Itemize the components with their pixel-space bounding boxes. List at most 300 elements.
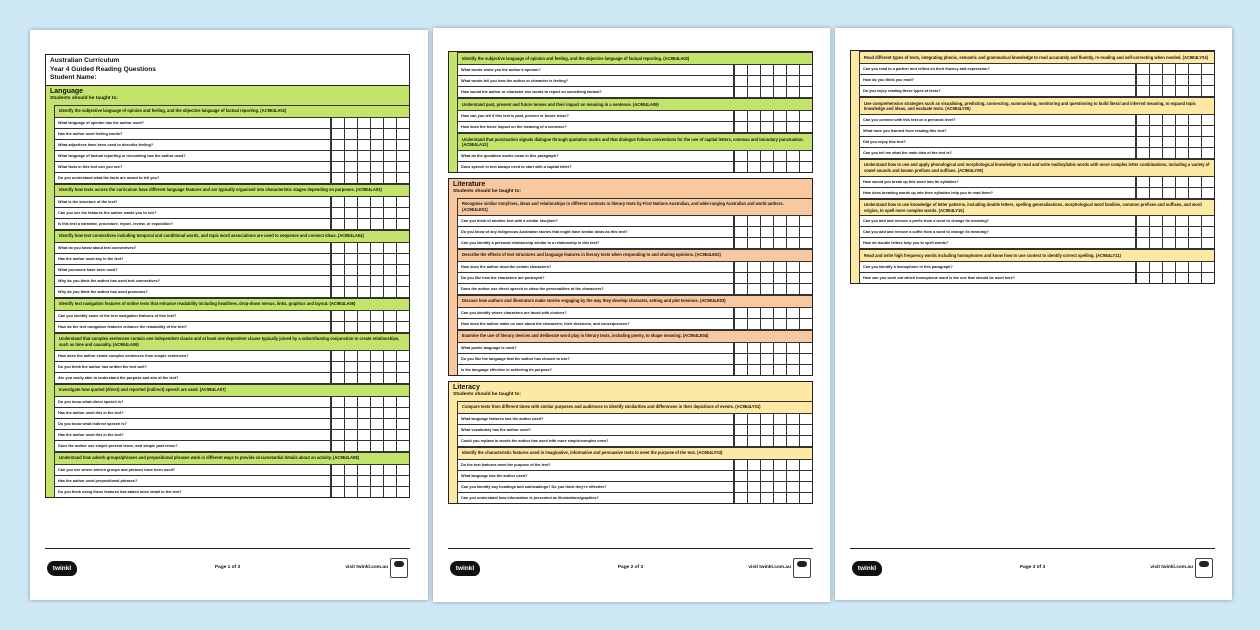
checkbox-cell[interactable]: [747, 319, 760, 329]
checkbox-cell[interactable]: [1149, 148, 1162, 158]
visit-link[interactable]: visit twinkl.com.au: [748, 565, 791, 570]
checkbox-cell[interactable]: [734, 262, 747, 272]
checkbox-cell[interactable]: [1201, 115, 1214, 125]
checkbox-cell[interactable]: [799, 460, 812, 470]
checkbox-cell[interactable]: [747, 493, 760, 503]
checkbox-cell[interactable]: [734, 460, 747, 470]
checkbox-cell[interactable]: [1188, 86, 1201, 96]
checkbox-cell[interactable]: [396, 430, 409, 440]
checkbox-cell[interactable]: [1136, 148, 1149, 158]
checkbox-cell[interactable]: [396, 362, 409, 372]
checkbox-cell[interactable]: [760, 354, 773, 364]
checkbox-cell[interactable]: [344, 441, 357, 451]
checkbox-cell[interactable]: [331, 219, 344, 229]
checkbox-cell[interactable]: [799, 482, 812, 492]
twinkl-logo[interactable]: twinkl: [47, 561, 77, 576]
checkbox-cell[interactable]: [1188, 115, 1201, 125]
checkbox-cell[interactable]: [747, 308, 760, 318]
checkbox-cell[interactable]: [760, 76, 773, 86]
checkbox-cell[interactable]: [357, 219, 370, 229]
checkbox-cell[interactable]: [786, 436, 799, 446]
checkbox-cell[interactable]: [747, 238, 760, 248]
checkbox-cell[interactable]: [1149, 177, 1162, 187]
checkbox-cell[interactable]: [1188, 137, 1201, 147]
checkbox-cell[interactable]: [1201, 177, 1214, 187]
checkbox-cell[interactable]: [747, 471, 760, 481]
checkbox-cell[interactable]: [1201, 137, 1214, 147]
checkbox-cell[interactable]: [1136, 177, 1149, 187]
checkbox-cell[interactable]: [760, 162, 773, 172]
checkbox-cell[interactable]: [331, 243, 344, 253]
checkbox-cell[interactable]: [1201, 75, 1214, 85]
checkbox-cell[interactable]: [383, 476, 396, 486]
checkbox-cell[interactable]: [344, 254, 357, 264]
checkbox-cell[interactable]: [1162, 86, 1175, 96]
checkbox-cell[interactable]: [760, 238, 773, 248]
checkbox-cell[interactable]: [1149, 262, 1162, 272]
checkbox-cell[interactable]: [383, 162, 396, 172]
checkbox-cell[interactable]: [760, 436, 773, 446]
checkbox-cell[interactable]: [370, 254, 383, 264]
checkbox-cell[interactable]: [1136, 115, 1149, 125]
checkbox-cell[interactable]: [370, 476, 383, 486]
checkbox-cell[interactable]: [786, 493, 799, 503]
checkbox-cell[interactable]: [357, 487, 370, 497]
checkbox-cell[interactable]: [383, 408, 396, 418]
checkbox-cell[interactable]: [331, 173, 344, 183]
checkbox-cell[interactable]: [370, 162, 383, 172]
checkbox-cell[interactable]: [331, 197, 344, 207]
checkbox-cell[interactable]: [357, 140, 370, 150]
checkbox-cell[interactable]: [760, 365, 773, 375]
checkbox-cell[interactable]: [773, 122, 786, 132]
checkbox-cell[interactable]: [396, 322, 409, 332]
checkbox-cell[interactable]: [799, 354, 812, 364]
checkbox-cell[interactable]: [1162, 126, 1175, 136]
checkbox-cell[interactable]: [786, 425, 799, 435]
checkbox-cell[interactable]: [331, 276, 344, 286]
checkbox-cell[interactable]: [786, 122, 799, 132]
checkbox-cell[interactable]: [396, 151, 409, 161]
checkbox-cell[interactable]: [370, 430, 383, 440]
checkbox-cell[interactable]: [799, 65, 812, 75]
checkbox-cell[interactable]: [357, 254, 370, 264]
checkbox-cell[interactable]: [773, 343, 786, 353]
checkbox-cell[interactable]: [1175, 216, 1188, 226]
checkbox-cell[interactable]: [370, 208, 383, 218]
checkbox-cell[interactable]: [357, 276, 370, 286]
checkbox-cell[interactable]: [773, 436, 786, 446]
checkbox-cell[interactable]: [1149, 216, 1162, 226]
checkbox-cell[interactable]: [747, 273, 760, 283]
checkbox-cell[interactable]: [357, 419, 370, 429]
checkbox-cell[interactable]: [370, 151, 383, 161]
checkbox-cell[interactable]: [396, 373, 409, 383]
checkbox-cell[interactable]: [383, 129, 396, 139]
checkbox-cell[interactable]: [1162, 273, 1175, 283]
checkbox-cell[interactable]: [344, 173, 357, 183]
twinkl-logo[interactable]: twinkl: [450, 561, 480, 576]
checkbox-cell[interactable]: [734, 482, 747, 492]
checkbox-cell[interactable]: [1188, 177, 1201, 187]
checkbox-cell[interactable]: [760, 493, 773, 503]
checkbox-cell[interactable]: [1149, 273, 1162, 283]
checkbox-cell[interactable]: [799, 414, 812, 424]
checkbox-cell[interactable]: [370, 362, 383, 372]
checkbox-cell[interactable]: [786, 273, 799, 283]
checkbox-cell[interactable]: [383, 243, 396, 253]
checkbox-cell[interactable]: [344, 362, 357, 372]
checkbox-cell[interactable]: [357, 362, 370, 372]
checkbox-cell[interactable]: [786, 87, 799, 97]
checkbox-cell[interactable]: [799, 216, 812, 226]
checkbox-cell[interactable]: [383, 140, 396, 150]
checkbox-cell[interactable]: [331, 118, 344, 128]
checkbox-cell[interactable]: [1201, 64, 1214, 74]
checkbox-cell[interactable]: [1175, 177, 1188, 187]
checkbox-cell[interactable]: [747, 482, 760, 492]
checkbox-cell[interactable]: [1149, 86, 1162, 96]
checkbox-cell[interactable]: [357, 322, 370, 332]
checkbox-cell[interactable]: [773, 460, 786, 470]
checkbox-cell[interactable]: [344, 162, 357, 172]
checkbox-cell[interactable]: [786, 365, 799, 375]
checkbox-cell[interactable]: [1175, 238, 1188, 248]
checkbox-cell[interactable]: [383, 208, 396, 218]
checkbox-cell[interactable]: [760, 262, 773, 272]
checkbox-cell[interactable]: [383, 322, 396, 332]
checkbox-cell[interactable]: [344, 140, 357, 150]
checkbox-cell[interactable]: [734, 343, 747, 353]
checkbox-cell[interactable]: [734, 365, 747, 375]
checkbox-cell[interactable]: [396, 208, 409, 218]
checkbox-cell[interactable]: [370, 487, 383, 497]
checkbox-cell[interactable]: [760, 65, 773, 75]
checkbox-cell[interactable]: [344, 465, 357, 475]
checkbox-cell[interactable]: [396, 243, 409, 253]
checkbox-cell[interactable]: [734, 122, 747, 132]
checkbox-cell[interactable]: [747, 436, 760, 446]
checkbox-cell[interactable]: [786, 414, 799, 424]
checkbox-cell[interactable]: [786, 262, 799, 272]
checkbox-cell[interactable]: [799, 493, 812, 503]
checkbox-cell[interactable]: [370, 173, 383, 183]
checkbox-cell[interactable]: [773, 262, 786, 272]
checkbox-cell[interactable]: [734, 87, 747, 97]
checkbox-cell[interactable]: [1201, 126, 1214, 136]
checkbox-cell[interactable]: [1188, 75, 1201, 85]
checkbox-cell[interactable]: [1149, 126, 1162, 136]
checkbox-cell[interactable]: [383, 373, 396, 383]
checkbox-cell[interactable]: [747, 284, 760, 294]
checkbox-cell[interactable]: [357, 408, 370, 418]
checkbox-cell[interactable]: [1149, 188, 1162, 198]
checkbox-cell[interactable]: [383, 151, 396, 161]
checkbox-cell[interactable]: [344, 276, 357, 286]
checkbox-cell[interactable]: [1175, 75, 1188, 85]
checkbox-cell[interactable]: [1136, 238, 1149, 248]
checkbox-cell[interactable]: [786, 319, 799, 329]
checkbox-cell[interactable]: [734, 414, 747, 424]
checkbox-cell[interactable]: [331, 287, 344, 297]
checkbox-cell[interactable]: [1201, 216, 1214, 226]
checkbox-cell[interactable]: [734, 111, 747, 121]
checkbox-cell[interactable]: [1149, 238, 1162, 248]
checkbox-cell[interactable]: [1188, 126, 1201, 136]
checkbox-cell[interactable]: [747, 425, 760, 435]
checkbox-cell[interactable]: [370, 397, 383, 407]
checkbox-cell[interactable]: [1201, 273, 1214, 283]
checkbox-cell[interactable]: [383, 419, 396, 429]
checkbox-cell[interactable]: [799, 308, 812, 318]
checkbox-cell[interactable]: [344, 487, 357, 497]
checkbox-cell[interactable]: [344, 373, 357, 383]
checkbox-cell[interactable]: [1175, 148, 1188, 158]
checkbox-cell[interactable]: [1188, 148, 1201, 158]
checkbox-cell[interactable]: [1162, 115, 1175, 125]
checkbox-cell[interactable]: [1188, 216, 1201, 226]
checkbox-cell[interactable]: [1149, 115, 1162, 125]
checkbox-cell[interactable]: [786, 308, 799, 318]
checkbox-cell[interactable]: [760, 111, 773, 121]
checkbox-cell[interactable]: [734, 238, 747, 248]
checkbox-cell[interactable]: [1136, 126, 1149, 136]
checkbox-cell[interactable]: [383, 430, 396, 440]
checkbox-cell[interactable]: [786, 151, 799, 161]
checkbox-cell[interactable]: [773, 308, 786, 318]
checkbox-cell[interactable]: [344, 476, 357, 486]
checkbox-cell[interactable]: [760, 308, 773, 318]
checkbox-cell[interactable]: [760, 414, 773, 424]
checkbox-cell[interactable]: [799, 471, 812, 481]
checkbox-cell[interactable]: [357, 129, 370, 139]
checkbox-cell[interactable]: [383, 441, 396, 451]
checkbox-cell[interactable]: [1175, 273, 1188, 283]
checkbox-cell[interactable]: [1175, 64, 1188, 74]
checkbox-cell[interactable]: [396, 487, 409, 497]
checkbox-cell[interactable]: [396, 441, 409, 451]
checkbox-cell[interactable]: [331, 208, 344, 218]
checkbox-cell[interactable]: [799, 319, 812, 329]
checkbox-cell[interactable]: [760, 151, 773, 161]
checkbox-cell[interactable]: [344, 129, 357, 139]
checkbox-cell[interactable]: [344, 287, 357, 297]
checkbox-cell[interactable]: [396, 351, 409, 361]
checkbox-cell[interactable]: [773, 238, 786, 248]
checkbox-cell[interactable]: [747, 227, 760, 237]
checkbox-cell[interactable]: [773, 425, 786, 435]
checkbox-cell[interactable]: [760, 471, 773, 481]
checkbox-cell[interactable]: [1162, 188, 1175, 198]
checkbox-cell[interactable]: [734, 319, 747, 329]
checkbox-cell[interactable]: [773, 87, 786, 97]
checkbox-cell[interactable]: [344, 151, 357, 161]
checkbox-cell[interactable]: [760, 227, 773, 237]
checkbox-cell[interactable]: [396, 419, 409, 429]
checkbox-cell[interactable]: [357, 151, 370, 161]
checkbox-cell[interactable]: [396, 173, 409, 183]
checkbox-cell[interactable]: [331, 151, 344, 161]
checkbox-cell[interactable]: [799, 343, 812, 353]
checkbox-cell[interactable]: [1201, 238, 1214, 248]
checkbox-cell[interactable]: [331, 419, 344, 429]
checkbox-cell[interactable]: [370, 276, 383, 286]
checkbox-cell[interactable]: [773, 273, 786, 283]
checkbox-cell[interactable]: [383, 265, 396, 275]
checkbox-cell[interactable]: [331, 476, 344, 486]
checkbox-cell[interactable]: [773, 227, 786, 237]
checkbox-cell[interactable]: [773, 162, 786, 172]
checkbox-cell[interactable]: [786, 162, 799, 172]
checkbox-cell[interactable]: [396, 287, 409, 297]
checkbox-cell[interactable]: [396, 397, 409, 407]
checkbox-cell[interactable]: [370, 287, 383, 297]
checkbox-cell[interactable]: [357, 208, 370, 218]
checkbox-cell[interactable]: [1201, 86, 1214, 96]
checkbox-cell[interactable]: [344, 351, 357, 361]
checkbox-cell[interactable]: [331, 140, 344, 150]
checkbox-cell[interactable]: [1136, 216, 1149, 226]
checkbox-cell[interactable]: [370, 118, 383, 128]
checkbox-cell[interactable]: [760, 460, 773, 470]
twinkl-logo[interactable]: twinkl: [852, 561, 882, 576]
checkbox-cell[interactable]: [1175, 188, 1188, 198]
checkbox-cell[interactable]: [331, 487, 344, 497]
checkbox-cell[interactable]: [734, 216, 747, 226]
checkbox-cell[interactable]: [370, 243, 383, 253]
checkbox-cell[interactable]: [396, 140, 409, 150]
checkbox-cell[interactable]: [1188, 262, 1201, 272]
checkbox-cell[interactable]: [1136, 86, 1149, 96]
checkbox-cell[interactable]: [383, 465, 396, 475]
checkbox-cell[interactable]: [383, 276, 396, 286]
checkbox-cell[interactable]: [747, 151, 760, 161]
checkbox-cell[interactable]: [370, 265, 383, 275]
checkbox-cell[interactable]: [773, 365, 786, 375]
checkbox-cell[interactable]: [331, 311, 344, 321]
checkbox-cell[interactable]: [747, 65, 760, 75]
checkbox-cell[interactable]: [799, 111, 812, 121]
checkbox-cell[interactable]: [331, 373, 344, 383]
checkbox-cell[interactable]: [799, 436, 812, 446]
checkbox-cell[interactable]: [1149, 227, 1162, 237]
checkbox-cell[interactable]: [396, 311, 409, 321]
checkbox-cell[interactable]: [760, 216, 773, 226]
checkbox-cell[interactable]: [786, 227, 799, 237]
checkbox-cell[interactable]: [1136, 262, 1149, 272]
checkbox-cell[interactable]: [396, 129, 409, 139]
checkbox-cell[interactable]: [370, 129, 383, 139]
checkbox-cell[interactable]: [760, 273, 773, 283]
checkbox-cell[interactable]: [357, 265, 370, 275]
checkbox-cell[interactable]: [760, 87, 773, 97]
checkbox-cell[interactable]: [370, 322, 383, 332]
checkbox-cell[interactable]: [331, 408, 344, 418]
checkbox-cell[interactable]: [383, 487, 396, 497]
student-name-field[interactable]: Student Name:: [50, 74, 97, 82]
checkbox-cell[interactable]: [786, 354, 799, 364]
checkbox-cell[interactable]: [1175, 227, 1188, 237]
checkbox-cell[interactable]: [773, 65, 786, 75]
checkbox-cell[interactable]: [734, 151, 747, 161]
checkbox-cell[interactable]: [734, 354, 747, 364]
checkbox-cell[interactable]: [1136, 137, 1149, 147]
checkbox-cell[interactable]: [396, 465, 409, 475]
checkbox-cell[interactable]: [773, 493, 786, 503]
checkbox-cell[interactable]: [370, 419, 383, 429]
checkbox-cell[interactable]: [1149, 64, 1162, 74]
checkbox-cell[interactable]: [370, 373, 383, 383]
checkbox-cell[interactable]: [747, 262, 760, 272]
checkbox-cell[interactable]: [734, 76, 747, 86]
checkbox-cell[interactable]: [747, 354, 760, 364]
checkbox-cell[interactable]: [799, 365, 812, 375]
checkbox-cell[interactable]: [786, 238, 799, 248]
checkbox-cell[interactable]: [747, 76, 760, 86]
checkbox-cell[interactable]: [760, 482, 773, 492]
checkbox-cell[interactable]: [331, 322, 344, 332]
checkbox-cell[interactable]: [383, 351, 396, 361]
checkbox-cell[interactable]: [734, 284, 747, 294]
checkbox-cell[interactable]: [383, 397, 396, 407]
checkbox-cell[interactable]: [799, 87, 812, 97]
checkbox-cell[interactable]: [747, 122, 760, 132]
checkbox-cell[interactable]: [1162, 75, 1175, 85]
checkbox-cell[interactable]: [344, 322, 357, 332]
checkbox-cell[interactable]: [344, 419, 357, 429]
checkbox-cell[interactable]: [370, 408, 383, 418]
checkbox-cell[interactable]: [396, 162, 409, 172]
checkbox-cell[interactable]: [1188, 64, 1201, 74]
checkbox-cell[interactable]: [747, 460, 760, 470]
checkbox-cell[interactable]: [396, 197, 409, 207]
checkbox-cell[interactable]: [331, 265, 344, 275]
checkbox-cell[interactable]: [799, 284, 812, 294]
checkbox-cell[interactable]: [786, 343, 799, 353]
checkbox-cell[interactable]: [773, 319, 786, 329]
checkbox-cell[interactable]: [786, 216, 799, 226]
checkbox-cell[interactable]: [344, 265, 357, 275]
checkbox-cell[interactable]: [747, 414, 760, 424]
checkbox-cell[interactable]: [357, 397, 370, 407]
checkbox-cell[interactable]: [331, 430, 344, 440]
checkbox-cell[interactable]: [799, 162, 812, 172]
checkbox-cell[interactable]: [370, 140, 383, 150]
checkbox-cell[interactable]: [760, 319, 773, 329]
checkbox-cell[interactable]: [799, 238, 812, 248]
checkbox-cell[interactable]: [383, 219, 396, 229]
checkbox-cell[interactable]: [331, 397, 344, 407]
checkbox-cell[interactable]: [357, 465, 370, 475]
checkbox-cell[interactable]: [773, 111, 786, 121]
checkbox-cell[interactable]: [331, 441, 344, 451]
checkbox-cell[interactable]: [799, 227, 812, 237]
checkbox-cell[interactable]: [773, 414, 786, 424]
checkbox-cell[interactable]: [357, 441, 370, 451]
checkbox-cell[interactable]: [357, 311, 370, 321]
checkbox-cell[interactable]: [747, 216, 760, 226]
checkbox-cell[interactable]: [344, 311, 357, 321]
checkbox-cell[interactable]: [747, 365, 760, 375]
checkbox-cell[interactable]: [1201, 148, 1214, 158]
checkbox-cell[interactable]: [1149, 75, 1162, 85]
checkbox-cell[interactable]: [1162, 177, 1175, 187]
checkbox-cell[interactable]: [370, 197, 383, 207]
checkbox-cell[interactable]: [734, 436, 747, 446]
checkbox-cell[interactable]: [383, 287, 396, 297]
checkbox-cell[interactable]: [370, 311, 383, 321]
checkbox-cell[interactable]: [1188, 273, 1201, 283]
